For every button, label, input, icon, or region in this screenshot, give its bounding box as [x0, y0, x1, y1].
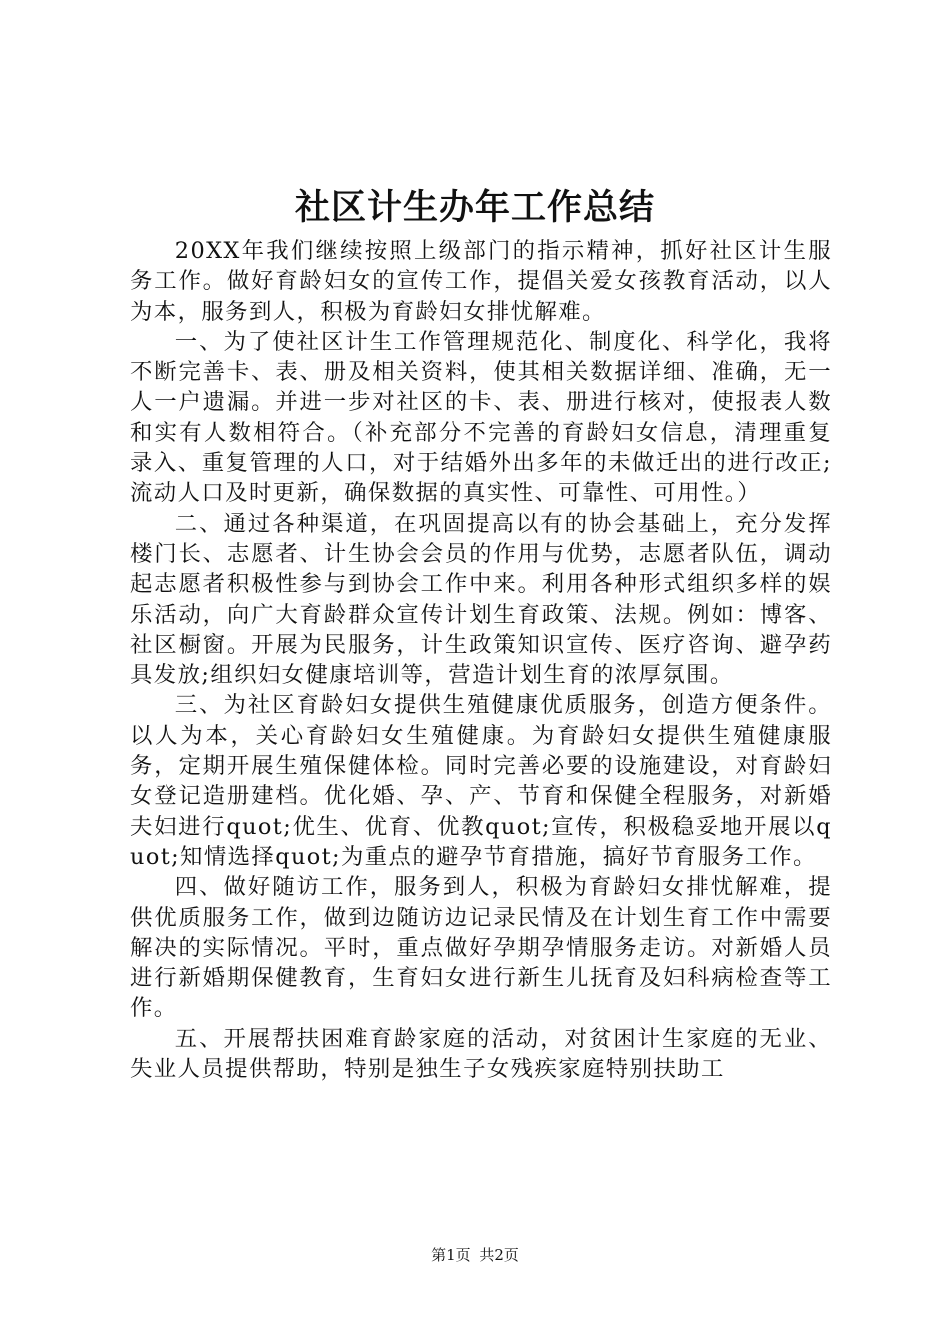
paragraph-section-4: 四、做好随访工作，服务到人，积极为育龄妇女排忧解难，提供优质服务工作，做到边随访边记录民情及在计划生育工作中需要解决的实际情况。平时，重点做好孕期孕情服务走访。对新婚人员进行新婚期保健教育，生育妇女进行新生儿抚育及妇科病检查等工作。	[130, 874, 832, 1022]
paragraph-section-2: 二、通过各种渠道，在巩固提高以有的协会基础上，充分发挥楼门长、志愿者、计生协会会员的作用与优势，志愿者队伍，调动起志愿者积极性参与到协会工作中来。利用各种形式组织多样的娱乐活动，向广大育龄群众宣传计划生育政策、法规。例如：博客、社区橱窗。开展为民服务，计生政策知识宣传、医疗咨询、避孕药具发放;组织妇女健康培训等，营造计划生育的浓厚氛围。	[130, 510, 832, 689]
paragraph-section-3: 三、为社区育龄妇女提供生殖健康优质服务，创造方便条件。以人为本，关心育龄妇女生殖健康。为育龄妇女提供生殖健康服务，定期开展生殖保健体检。同时完善必要的设施建设，对育龄妇女登记造册建档。优化婚、孕、产、节育和保健全程服务，对新婚夫妇进行quot;优生、优育、优教quot;宣传，积极稳妥地开展以quot;知情选择quot;为重点的避孕节育措施，搞好节育服务工作。	[130, 692, 832, 870]
paragraph-section-5: 五、开展帮扶困难育龄家庭的活动，对贫困计生家庭的无业、失业人员提供帮助，特别是独生子女残疾家庭特别扶助工	[130, 1025, 832, 1083]
document-body	[130, 236, 832, 1084]
paragraph-section-1: 一、为了使社区计生工作管理规范化、制度化、科学化，我将不断完善卡、表、册及相关资料，使其相关数据详细、准确，无一人一户遗漏。并进一步对社区的卡、表、册进行核对，使报表人数和实有人数相符合。（补充部分不完善的育龄妇女信息，清理重复录入、重复管理的人口，对于结婚外出多年的未做迁出的进行改正;流动人口及时更新，确保数据的真实性、可靠性、可用性。）	[130, 328, 832, 507]
page-number: 第1页	[431, 1246, 471, 1264]
paragraph-intro: 20XX年我们继续按照上级部门的指示精神，抓好社区计生服务工作。做好育龄妇女的宣传工作，提倡关爱女孩教育活动，以人为本，服务到人，积极为育龄妇女排忧解难。	[130, 238, 832, 325]
page-total: 共2页	[479, 1246, 519, 1264]
page-footer	[0, 1245, 950, 1265]
document-title: 社区计生办年工作总结	[294, 188, 655, 228]
